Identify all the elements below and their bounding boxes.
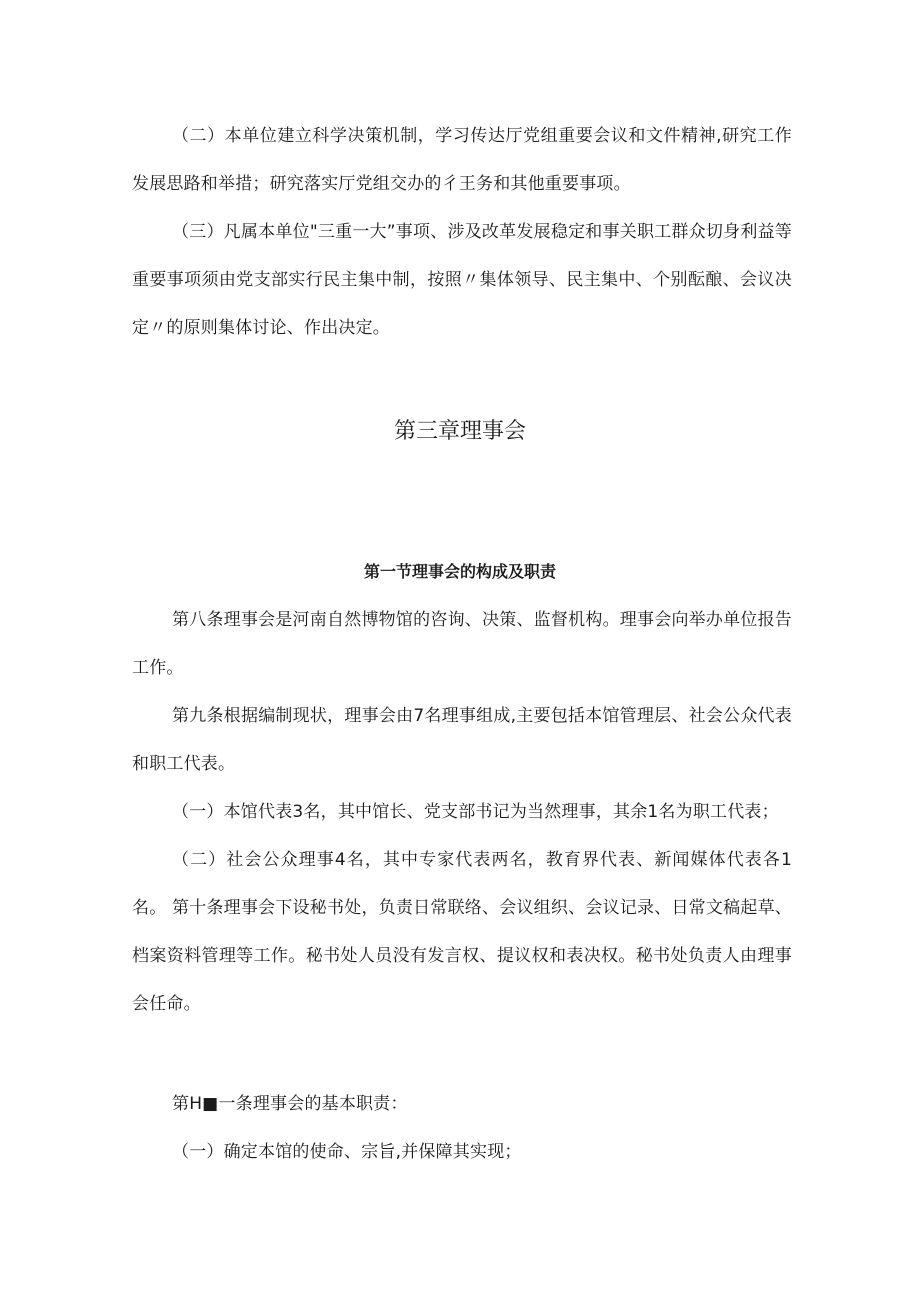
paragraph-article-8: 第八条理事会是河南自然博物馆的咨询、决策、监督机构。理事会向举办单位报告工作。 (132, 610, 792, 678)
paragraph-decision-mechanism: （二）本单位建立科学决策机制，学习传达厅党组重要会议和文件精神,研究工作发展思路和举措；研究落实厅党组交办的彳王务和其他重要事项。 (132, 126, 792, 194)
paragraph-article-10: 第十条理事会下设秘书处，负责日常联络、会议组织、会议记录、日常文稿起草、档案资料管理等工作。秘书处人员没有发言权、提议权和表决权。秘书处负责人由理事会任命。 (132, 898, 792, 1014)
chapter-title: 第三章理事会 (393, 419, 526, 444)
paragraph-article-11: 第H■一条理事会的基本职责： (172, 1094, 408, 1114)
paragraph-article-11-item-1: （一）确定本馆的使命、宗旨,并保障其实现； (172, 1142, 522, 1162)
paragraph-article-9-item-2: （二）社会公众理事4名，其中专家代表两名，教育界代表、新闻媒体代表各1名。 (132, 850, 792, 918)
paragraph-article-9: 第九条根据编制现状，理事会由7名理事组成,主要包括本馆管理层、社会公众代表和职工代表。 (132, 706, 792, 774)
paragraph-article-9-item-1: （一）本馆代表3名，其中馆长、党支部书记为当然理事，其余1名为职工代表； (172, 802, 779, 822)
paragraph-major-matters: （三）凡属本单位"三重一大”事项、涉及改革发展稳定和事关职工群众切身利益等重要事项须由党支部实行民主集中制，按照〃集体领导、民主集中、个别酝酿、会议决定〃的原则集体讨论、作出决定。 (132, 222, 792, 338)
section-title: 第一节理事会的构成及职责 (363, 562, 556, 581)
